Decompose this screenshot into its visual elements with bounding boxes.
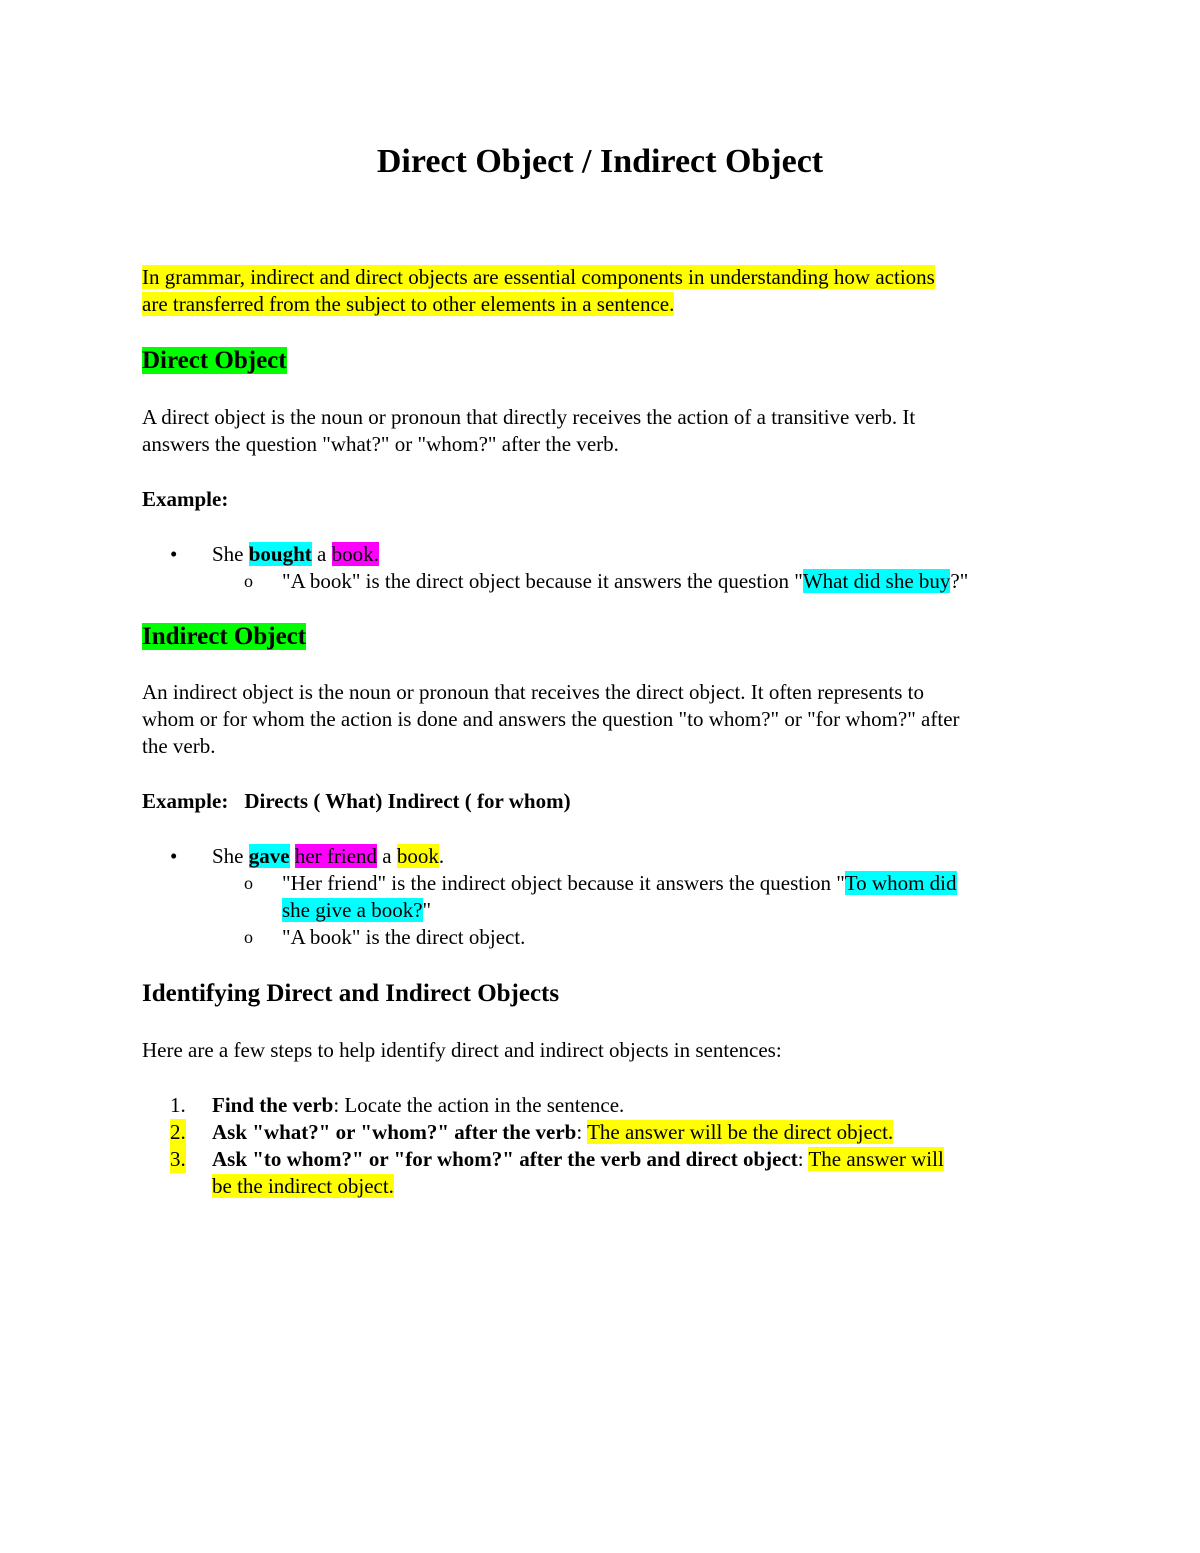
indirect-object-heading-text: Indirect Object <box>142 623 307 650</box>
direct-object-highlight: book. <box>331 542 379 566</box>
step-text <box>212 1092 1060 1119</box>
step-number: 3. <box>170 1147 186 1171</box>
word: . <box>438 844 445 868</box>
example-legend-text: Directs ( What) Indirect ( for whom) <box>244 789 571 813</box>
text: "Her friend" is the indirect object because it answers the question " <box>282 871 845 895</box>
intro-paragraph <box>142 264 1062 318</box>
verb-highlight: bought <box>248 542 312 566</box>
circle-bullet-icon: o <box>244 571 253 591</box>
question-highlight: To whom did <box>844 871 957 895</box>
indirect-desc-line-2: whom or for whom the action is done and answers the question "to whom?" or "for whom?" after <box>142 707 960 731</box>
direct-desc-line-2: answers the question "what?" or "whom?" after the verb. <box>142 432 619 456</box>
text: " <box>422 898 432 922</box>
step-text <box>212 1119 1060 1146</box>
step-highlight: be the indirect object. <box>212 1174 394 1198</box>
indirect-example-explanation <box>282 870 1062 924</box>
direct-example-sentence <box>212 541 1060 568</box>
direct-object-heading-text: Direct Object <box>142 347 287 374</box>
step-bold: Ask "to whom?" or "for whom?" after the verb and direct object <box>212 1147 798 1171</box>
word: She <box>212 542 249 566</box>
step-bold: Find the verb <box>212 1093 334 1117</box>
direct-object-description <box>142 404 1062 458</box>
intro-line-1: In grammar, indirect and direct objects are essential components in understanding how actions <box>142 265 935 289</box>
step-rest: : Locate the action in the sentence. <box>333 1093 625 1117</box>
intro-line-2: are transferred from the subject to other elements in a sentence. <box>142 292 675 316</box>
indirect-object-heading <box>142 621 1062 653</box>
step-bold: Ask "what?" or "whom?" after the verb <box>212 1120 577 1144</box>
step-number: 2. <box>170 1120 186 1144</box>
example-label-text: Example: <box>142 789 229 813</box>
verb-highlight: gave <box>248 844 290 868</box>
question-highlight: What did she buy <box>802 569 951 593</box>
circle-bullet-icon: o <box>244 873 253 893</box>
indirect-desc-line-1: An indirect object is the noun or pronoun that receives the direct object. It often represents to <box>142 680 924 704</box>
word: She <box>212 844 249 868</box>
step-text <box>212 1146 1060 1200</box>
bullet-icon: • <box>170 542 178 566</box>
step-number: 1. <box>170 1093 186 1117</box>
indirect-example-note: "A book" is the direct object. <box>282 925 526 949</box>
indirect-object-highlight: her friend <box>294 844 378 868</box>
step-highlight: The answer will <box>808 1147 944 1171</box>
step-highlight: The answer will be the direct object. <box>587 1120 894 1144</box>
text: "A book" is the direct object because it answers the question " <box>282 569 803 593</box>
indirect-example-sentence <box>212 843 1060 870</box>
direct-example-label: Example: <box>142 487 229 511</box>
bullet-icon: • <box>170 844 178 868</box>
step-colon: : <box>576 1120 588 1144</box>
circle-bullet-icon: o <box>244 927 253 947</box>
direct-desc-line-1: A direct object is the noun or pronoun that directly receives the action of a transitive verb. It <box>142 405 916 429</box>
indirect-desc-line-3: the verb. <box>142 734 216 758</box>
word: a <box>377 844 397 868</box>
identifying-intro: Here are a few steps to help identify direct and indirect objects in sentences: <box>142 1038 782 1062</box>
step-colon: : <box>797 1147 809 1171</box>
identifying-heading: Identifying Direct and Indirect Objects <box>142 980 560 1007</box>
text: ?" <box>950 569 969 593</box>
direct-object-heading <box>142 345 1062 377</box>
indirect-example-label <box>142 788 1062 815</box>
page-title: Direct Object / Indirect Object <box>376 143 824 180</box>
direct-object-highlight: book <box>396 844 439 868</box>
question-highlight: she give a book? <box>282 898 423 922</box>
direct-example-explanation <box>282 568 1062 595</box>
word: a <box>311 542 332 566</box>
indirect-object-description <box>142 679 1062 760</box>
